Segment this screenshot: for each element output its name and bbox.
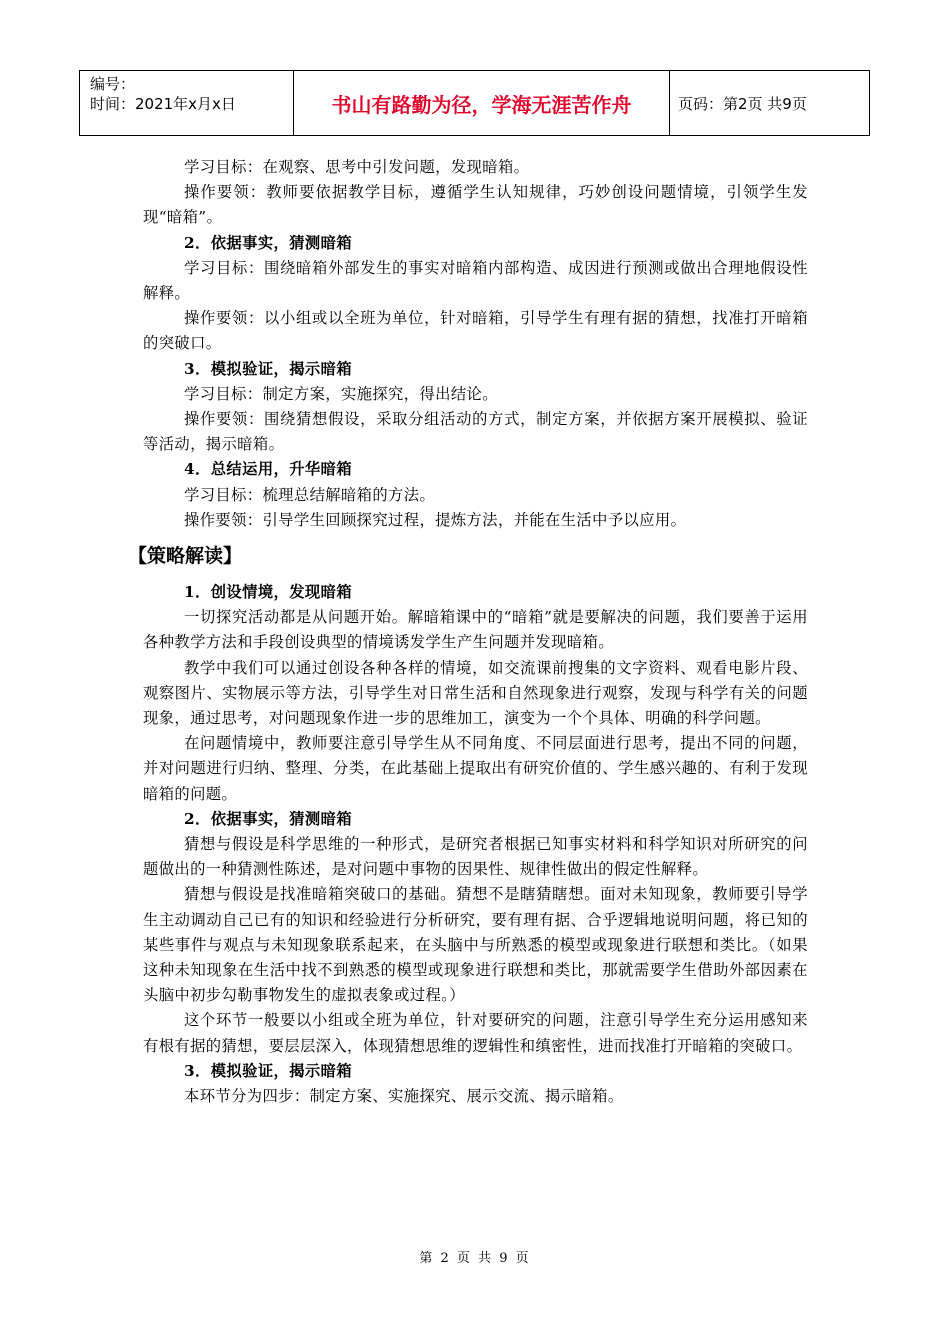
section-heading: 2．依据事实，猜测暗箱 bbox=[184, 233, 353, 252]
paragraph: 操作要领：教师要依据教学目标，遵循学生认知规律，巧妙创设问题情境，引领学生发现“暗箱”。 bbox=[143, 183, 808, 227]
page-header bbox=[79, 70, 870, 136]
header-meta bbox=[80, 71, 294, 136]
paragraph: 猜想与假设是找准暗箱突破口的基础。猜想不是瞎猜瞎想。面对未知现象，教师要引导学生主动调动自己已有的知识和经验进行分析研究，要有理有据、合乎逻辑地说明问题，将已知的某些事件与观点与未知现象联系起来，在头脑中与所熟悉的模型或现象进行联想和类比。（如果这种未知现象在生活中找不到熟悉的模型或现象进行联想和类比，那就需要学生借助外部因素在头脑中初步勾勒事物发生的虚拟表象或过程。） bbox=[143, 885, 808, 1005]
date-line: 时间：2021年x月x日 bbox=[90, 95, 236, 113]
paragraph: 猜想与假设是科学思维的一种形式，是研究者根据已知事实材料和科学知识对所研究的问题做出的一种猜测性陈述，是对问题中事物的因果性、规律性做出的假定性解释。 bbox=[143, 835, 808, 879]
section-heading: 3．模拟验证，揭示暗箱 bbox=[184, 359, 353, 378]
paragraph: 教学中我们可以通过创设各种各样的情境，如交流课前搜集的文字资料、观看电影片段、观察图片、实物展示等方法，引导学生对日常生活和自然现象进行观察，发现与科学有关的问题现象，通过思考，对问题现象作进一步的思维加工，演变为一个个具体、明确的科学问题。 bbox=[143, 658, 808, 728]
paragraph: 学习目标：梳理总结解暗箱的方法。 bbox=[184, 485, 436, 504]
body-part-1 bbox=[143, 155, 808, 533]
paragraph: 操作要领：围绕猜想假设，采取分组活动的方式，制定方案，并依据方案开展模拟、验证等活动，揭示暗箱。 bbox=[143, 410, 808, 454]
paragraph: 学习目标：在观察、思考中引发问题，发现暗箱。 bbox=[184, 158, 530, 176]
header-page-info: 页码：第2页 共9页 bbox=[670, 71, 870, 136]
section-heading: 3．模拟验证，揭示暗箱 bbox=[184, 1061, 353, 1080]
header-motto: 书山有路勤为径，学海无涯苦作舟 bbox=[294, 71, 670, 136]
section-heading: 2．依据事实，猜测暗箱 bbox=[184, 809, 353, 828]
section-title: 【策略解读】 bbox=[128, 545, 243, 567]
paragraph: 这个环节一般要以小组或全班为单位，针对要研究的问题，注意引导学生充分运用感知来有根有据的猜想，要层层深入，体现猜想思维的逻辑性和缜密性，进而找准打开暗箱的突破口。 bbox=[143, 1011, 808, 1055]
paragraph: 学习目标：围绕暗箱外部发生的事实对暗箱内部构造、成因进行预测或做出合理地假设性解释。 bbox=[143, 258, 808, 303]
paragraph: 在问题情境中，教师要注意引导学生从不同角度、不同层面进行思考，提出不同的问题，并对问题进行归纳、整理、分类，在此基础上提取出有研究价值的、学生感兴趣的、有利于发现暗箱的问题。 bbox=[143, 734, 808, 803]
paragraph: 操作要领：引导学生回顾探究过程，提炼方法，并能在生活中予以应用。 bbox=[184, 510, 687, 529]
paragraph: 一切探究活动都是从问题开始。解暗箱课中的“暗箱”就是要解决的问题，我们要善于运用各种教学方法和手段创设典型的情境诱发学生产生问题并发现暗箱。 bbox=[143, 608, 808, 652]
body-part-2 bbox=[143, 580, 808, 1109]
paragraph: 操作要领：以小组或以全班为单位，针对暗箱，引导学生有理有据的猜想，找准打开暗箱的突破口。 bbox=[143, 309, 808, 353]
serial-label: 编号： bbox=[90, 75, 136, 93]
page-footer: 第 2 页 共 9 页 bbox=[419, 1251, 531, 1266]
section-heading: 4．总结运用，升华暗箱 bbox=[184, 460, 353, 479]
section-heading: 1．创设情境，发现暗箱 bbox=[184, 583, 353, 601]
paragraph: 本环节分为四步：制定方案、实施探究、展示交流、揭示暗箱。 bbox=[184, 1087, 624, 1106]
paragraph: 学习目标：制定方案，实施探究，得出结论。 bbox=[184, 384, 498, 403]
